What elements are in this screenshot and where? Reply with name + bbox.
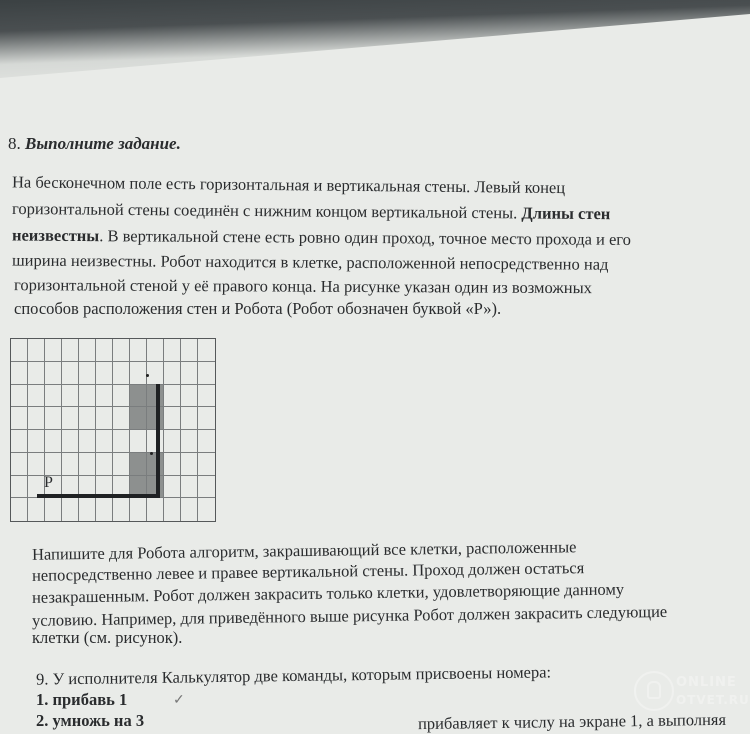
- grid-cell: [96, 430, 113, 453]
- grid-cell: [11, 430, 28, 453]
- pencil-checkmark: ✓: [173, 693, 185, 708]
- grid-cell: [45, 453, 62, 476]
- horizontal-wall: [37, 494, 160, 498]
- grid-cell: [181, 362, 198, 385]
- grid-cell: [62, 362, 79, 385]
- grid-cell: [96, 498, 113, 521]
- grid-cell: [164, 407, 181, 430]
- grid-cell: [113, 407, 130, 430]
- grid-cell: [28, 430, 45, 453]
- grid-cell: [164, 476, 181, 499]
- task8-title: Выполните задание.: [25, 134, 181, 153]
- grid-cell: [130, 339, 147, 362]
- grid-cell: [164, 385, 181, 408]
- grid-cell: [130, 498, 147, 521]
- grid-cell: [198, 407, 215, 430]
- grid-cell: [198, 476, 215, 499]
- grid-cell: [96, 385, 113, 408]
- grid-cell: [164, 430, 181, 453]
- task8-para2-line1: Напишите для Робота алгоритм, закрашивающий все клетки, расположенные: [31, 537, 577, 564]
- grid-cell: [164, 453, 181, 476]
- grid-cell: [130, 362, 147, 385]
- grid-cell: [198, 362, 215, 385]
- grid-cell: [79, 362, 96, 385]
- grid-cell: [79, 498, 96, 521]
- passage-mark: [146, 374, 149, 377]
- grid-cell: [11, 453, 28, 476]
- task8-para1-line5: горизонтальной стеной у её правого конца. На рисунке указан один из возможных: [13, 275, 592, 298]
- passage-mark: [150, 452, 153, 455]
- grid-cell: [147, 498, 164, 521]
- grid-cell: [11, 498, 28, 521]
- grid-cell-shaded: [130, 407, 147, 430]
- vertical-wall: [156, 384, 160, 496]
- grid-cell: [181, 498, 198, 521]
- grid-cell: [164, 339, 181, 362]
- grid-cell: [113, 385, 130, 408]
- grid-cell: [113, 453, 130, 476]
- task8-number: 8.: [8, 134, 21, 153]
- grid-cell: [96, 453, 113, 476]
- grid-cell: [130, 430, 147, 453]
- grid-cell-shaded: [130, 385, 147, 408]
- grid-cell: [181, 407, 198, 430]
- grid-cell: [113, 362, 130, 385]
- grid-cell: [45, 385, 62, 408]
- grid-cell: [147, 362, 164, 385]
- grid-cell: [96, 339, 113, 362]
- grid-cell: [96, 362, 113, 385]
- grid-cell: [147, 339, 164, 362]
- task8-para1-line4: ширина неизвестны. Робот находится в клетке, расположенной непосредственно над: [11, 250, 609, 274]
- task8-para2-line5: клетки (см. рисунок).: [32, 628, 183, 647]
- task8-para1-line6: способов расположения стен и Робота (Робот обозначен буквой «Р»).: [14, 299, 502, 318]
- task9-tail-text: прибавляет к числу на экране 1, а выполняя: [417, 709, 727, 734]
- grid-cell: [45, 407, 62, 430]
- grid-cell: [28, 362, 45, 385]
- site-watermark: ONLINE OTVET.RU: [628, 667, 748, 725]
- grid-cell: [28, 498, 45, 521]
- grid-cell: [28, 407, 45, 430]
- task8-para2-line4: условию. Например, для приведённого выше рисунка Робот должен закрасить следующие: [31, 601, 668, 630]
- grid-cell: [28, 453, 45, 476]
- grid-cell: [11, 407, 28, 430]
- grid-cell: [62, 453, 79, 476]
- grid-cell: [164, 362, 181, 385]
- grid-cell: [45, 498, 62, 521]
- grid-cell: [113, 339, 130, 362]
- task9-command-1: 1. прибавь 1: [36, 690, 128, 709]
- grid-cell: [96, 407, 113, 430]
- grid-cell: [11, 476, 28, 499]
- grid-cell: [79, 453, 96, 476]
- grid-cell: [181, 385, 198, 408]
- grid-cell: [11, 385, 28, 408]
- grid-cell: [79, 407, 96, 430]
- grid-cell: [164, 498, 181, 521]
- grid-cell: [113, 498, 130, 521]
- grid-cell: [181, 453, 198, 476]
- grid-cell: [198, 339, 215, 362]
- grid-cell: [198, 453, 215, 476]
- grid-cell: [181, 476, 198, 499]
- task8-para2-line3: незакрашенным. Робот должен закрасить только клетки, удовлетворяющие данному: [31, 579, 625, 607]
- grid-cell: [62, 430, 79, 453]
- lightbulb-icon: [647, 681, 661, 699]
- task8-heading: [8, 134, 181, 154]
- grid-cell: [45, 362, 62, 385]
- grid-cell: [28, 339, 45, 362]
- grid-cell: [198, 430, 215, 453]
- task8-para1-line1: На бесконечном поле есть горизонтальная и вертикальная стены. Левый конец: [11, 172, 566, 198]
- task9-command-2: 2. умножь на 3: [36, 711, 145, 730]
- grid-cell: [62, 498, 79, 521]
- grid-cell: [62, 385, 79, 408]
- grid-cell: [79, 385, 96, 408]
- grid-cell: [181, 339, 198, 362]
- grid-cell: [11, 362, 28, 385]
- grid-cell: [113, 430, 130, 453]
- task8-para1-line3: неизвестны. В вертикальной стене есть ровно один проход, точное место прохода и его: [11, 225, 632, 249]
- task8-para1-line2: горизонтальной стены соединён с нижним концом вертикальной стены. Длины стен: [11, 198, 611, 224]
- grid-cell: [198, 498, 215, 521]
- grid-cell: [45, 339, 62, 362]
- grid-cell: [11, 339, 28, 362]
- grid-cell: [198, 385, 215, 408]
- grid-cell: [62, 407, 79, 430]
- grid-cell: [79, 430, 96, 453]
- robot-marker: Р: [44, 474, 53, 491]
- task9-intro: 9. У исполнителя Калькулятор две команды, которым присвоены номера:: [35, 662, 552, 689]
- task8-para2-line2: непосредственно левее и правее вертикальной стены. Проход должен остаться: [31, 558, 585, 585]
- grid-cell: [62, 339, 79, 362]
- grid-cell: [45, 430, 62, 453]
- grid-cell: [181, 430, 198, 453]
- grid-cell: [79, 339, 96, 362]
- grid-cell: [28, 385, 45, 408]
- grid-cell-shaded: [130, 453, 147, 476]
